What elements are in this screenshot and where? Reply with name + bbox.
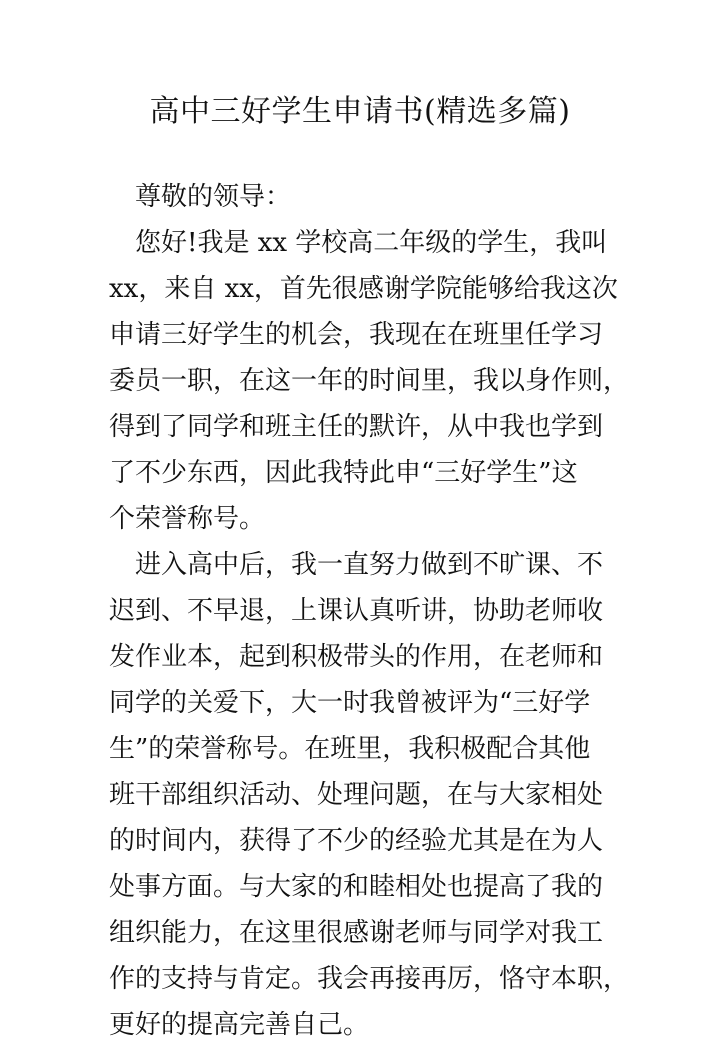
- salutation-line: 尊敬的领导：: [135, 182, 292, 212]
- paragraph-1-line: 得到了同学和班主任的默许，从中我也学到: [109, 412, 604, 442]
- paragraph-2-line: 处事方面。与大家的和睦相处也提高了我的: [109, 872, 604, 902]
- paragraph-1-line: 了不少东西，因此我特此申“三好学生”这: [109, 458, 578, 488]
- paragraph-2-line: 作的支持与肯定。我会再接再厉，恪守本职，: [109, 964, 630, 994]
- paragraph-2-line: 生”的荣誉称号。在班里，我积极配合其他: [109, 734, 591, 764]
- paragraph-1-line: 申请三好学生的机会，我现在在班里任学习: [109, 320, 604, 350]
- paragraph-2-line: 更好的提高完善自己。: [109, 1010, 370, 1040]
- paragraph-2-line: 发作业本，起到积极带头的作用，在老师和: [109, 642, 604, 672]
- document-title: 高中三好学生申请书(精选多篇): [149, 94, 571, 129]
- paragraph-2-line: 的时间内，获得了不少的经验尤其是在为人: [109, 826, 604, 856]
- paragraph-2-line: 进入高中后，我一直努力做到不旷课、不: [135, 550, 604, 580]
- paragraph-2-line: 组织能力，在这里很感谢老师与同学对我工: [109, 918, 604, 948]
- document-body: [109, 174, 630, 1048]
- paragraph-2-line: 同学的关爱下，大一时我曾被评为“三好学: [109, 688, 591, 718]
- paragraph-1-line: xx，来自 xx，首先很感谢学院能够给我这次: [109, 274, 618, 304]
- paragraph-1-line: 个荣誉称号。: [109, 504, 266, 534]
- paragraph-1-line: 您好!我是 xx 学校高二年级的学生，我叫: [135, 228, 608, 258]
- paragraph-1-line: 委员一职，在这一年的时间里，我以身作则，: [109, 366, 630, 396]
- paragraph-2-line: 班干部组织活动、处理问题，在与大家相处: [109, 780, 604, 810]
- paragraph-2-line: 迟到、不早退，上课认真听讲，协助老师收: [109, 596, 604, 626]
